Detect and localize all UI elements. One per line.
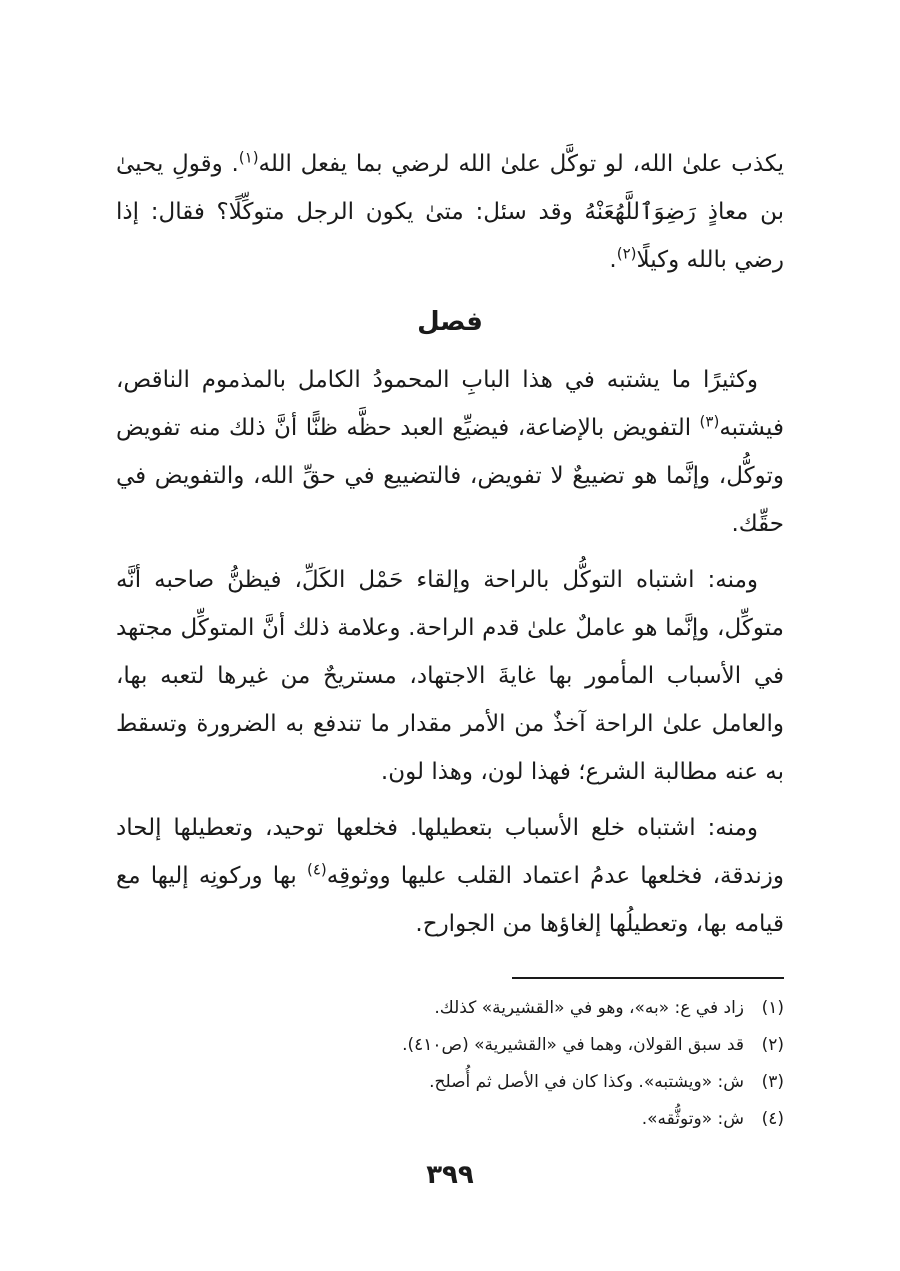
footnote-1 [116, 990, 784, 1027]
footnote-number: (٤) [761, 1109, 784, 1129]
page-body [116, 140, 784, 956]
intro-text-1: يكذب علىٰ الله، لو توكَّل علىٰ الله لرضي بما يفعل الله [258, 151, 784, 177]
paragraph-3 [116, 804, 784, 948]
intro-text-2: . وقولِ يحيىٰ بن معاذٍ رَضِوَٱللَّهُعَنْهُ وقد سئل: متىٰ يكون الرجل متوكِّلًا؟ فقال: إذا رضي بالله وكيلًا [116, 151, 784, 273]
footnote-marker-4[interactable]: (٤) [307, 860, 327, 879]
footnote-text: ش: «وتوثُّقه». [641, 1109, 744, 1129]
footnote-number: (١) [761, 998, 784, 1018]
footnote-number: (٣) [761, 1072, 784, 1092]
footnote-divider [512, 977, 784, 979]
footnote-text: زاد في ع: «به»، وهو في «القشيرية» كذلك. [434, 998, 744, 1018]
footnote-number: (٢) [761, 1035, 784, 1055]
paragraph-1 [116, 356, 784, 548]
footnote-3 [116, 1064, 784, 1101]
paragraph-3-text-2: بها وركونِه إليها مع قيامه بها، وتعطيلُها إلغاؤها من الجوارح. [116, 863, 784, 937]
intro-paragraph [116, 140, 784, 284]
page-number: ٣٩٩ [426, 1160, 474, 1190]
paragraph-1-text-2: التفويض بالإضاعة، فيضيِّع العبد حظَّه ظنًّا أنَّ ذلك منه تفويض وتوكُّل، وإنَّما هو تضييعٌ لا تفويض، فالتضييع في حقِّ الله، والتفويض في حقِّك. [116, 415, 784, 537]
paragraph-2: ومنه: اشتباه التوكُّل بالراحة وإلقاء حَمْل الكَلِّ، فيظنُّ صاحبه أنَّه متوكِّل، وإنَّما هو عاملٌ علىٰ قدم الراحة. وعلامة ذلك أنَّ المتوكِّل مجتهد في الأسباب المأمور بها غايةَ الاجتهاد، مستريحٌ من غيرها لتعبه بها، والعامل علىٰ الراحة آخذٌ من الأمر مقدار ما تندفع به الضرورة وتسقط به عنه مطالبة الشرع؛ فهذا لون، وهذا لون. [116, 567, 784, 785]
footnotes-list [116, 990, 784, 1138]
section-heading: فصل [417, 307, 483, 337]
footnote-text: ش: «ويشتبه». وكذا كان في الأصل ثم أُصلح. [429, 1072, 744, 1092]
footnote-2 [116, 1027, 784, 1064]
footnote-4 [116, 1101, 784, 1138]
footnote-marker-1[interactable]: (١) [238, 148, 259, 167]
footnote-marker-3[interactable]: (٣) [699, 412, 720, 431]
footnote-marker-2[interactable]: (٢) [616, 244, 637, 263]
intro-text-3: . [609, 247, 617, 273]
paragraph-3-text-1: ومنه: اشتباه خلع الأسباب بتعطيلها. فخلعها توحيد، وتعطيلها إلحاد وزندقة، فخلعها عدمُ اعتماد القلب عليها ووثوقِه [116, 815, 784, 889]
paragraph-1-text-1: وكثيرًا ما يشتبه في هذا البابِ المحمودُ الكامل بالمذموم الناقص، فيشتبه [116, 367, 784, 441]
footnote-text: قد سبق القولان، وهما في «القشيرية» (ص٤١٠). [402, 1035, 744, 1055]
